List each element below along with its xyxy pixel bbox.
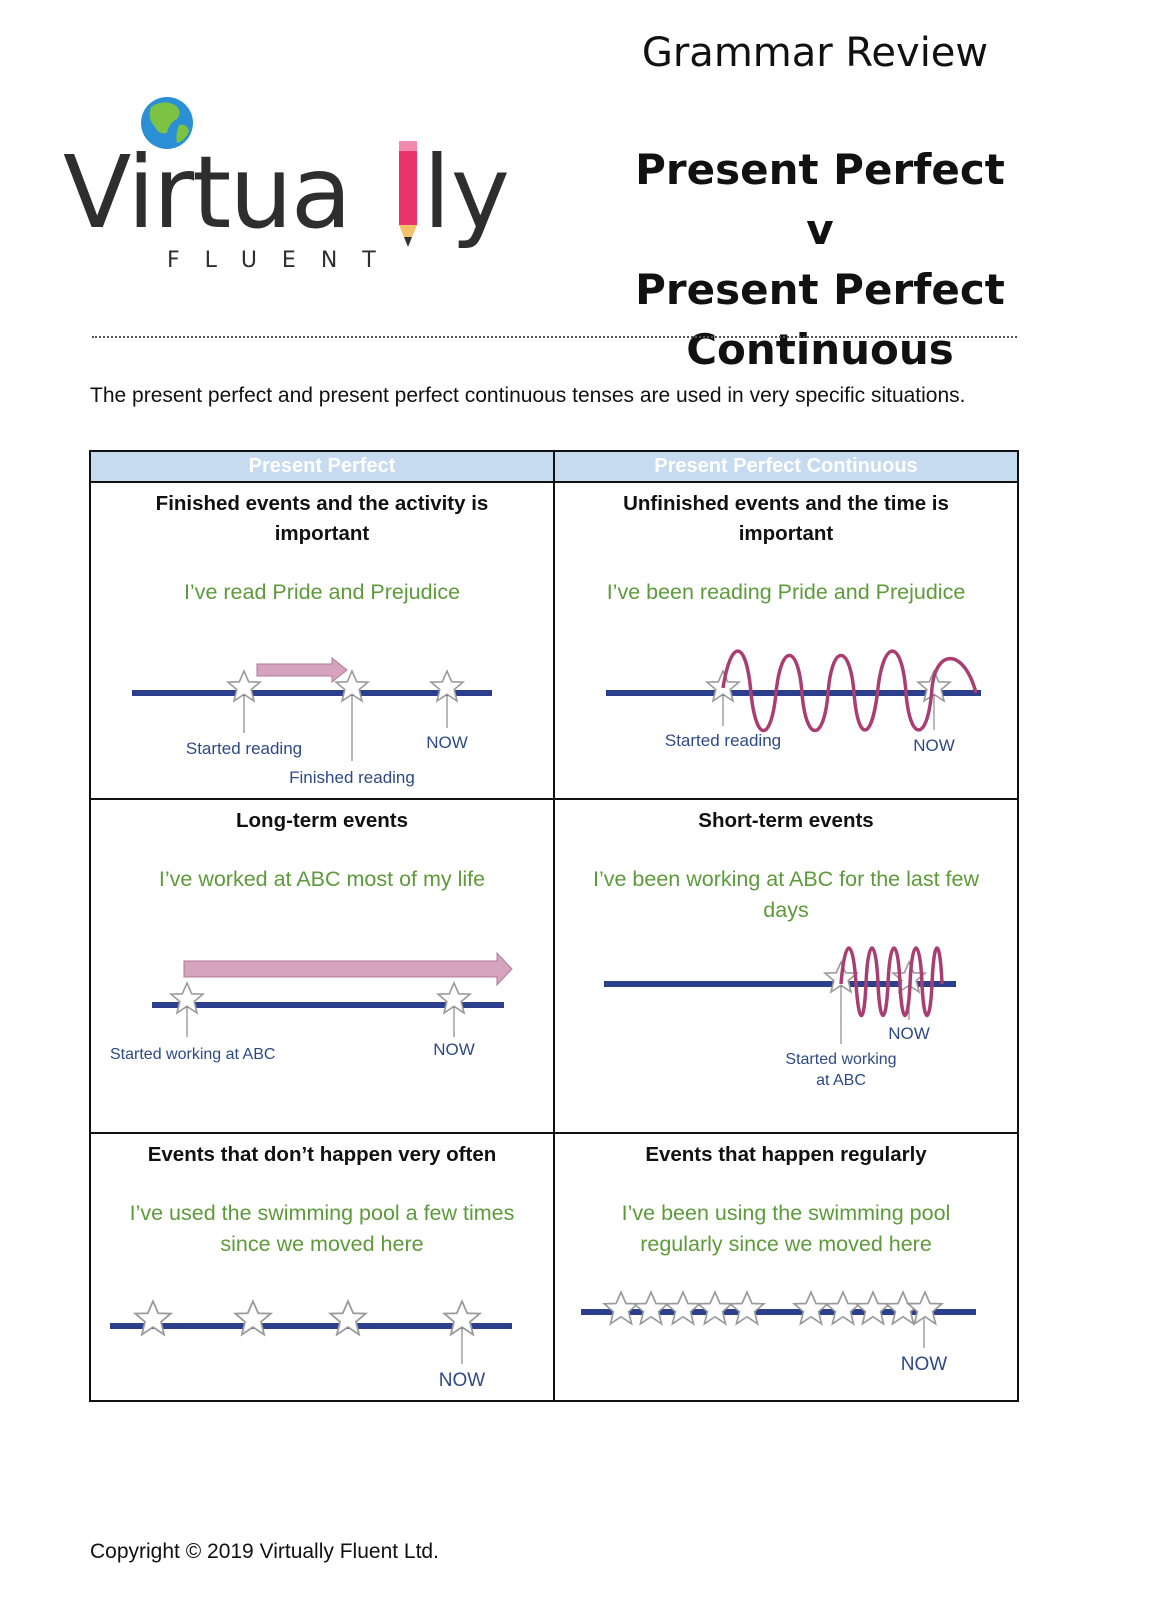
cell-title: Events that don’t happen very often	[147, 1143, 497, 1166]
example-sentence: I’ve read Pride and Prejudice	[183, 580, 461, 604]
cell-long-term-events	[90, 799, 554, 1133]
star-icon	[826, 1292, 860, 1324]
timeline-diagram-long-term	[102, 895, 542, 1105]
column-header-present-perfect-continuous: Present Perfect Continuous	[554, 451, 1018, 482]
timeline-diagram-infrequent	[102, 1260, 542, 1400]
cell-unfinished-events	[554, 482, 1018, 799]
label-started: Started reading	[664, 731, 782, 750]
table-row	[90, 1133, 1018, 1401]
cell-title: Short-term events	[698, 809, 874, 832]
cell-title: Events that happen regularly	[645, 1143, 927, 1166]
comparison-table	[89, 450, 1019, 1402]
arrow-icon	[257, 658, 347, 682]
heading-line-1: Present Perfect	[635, 145, 1005, 194]
label-now: NOW	[900, 1354, 948, 1375]
heading-line-3: Present Perfect Continuous	[635, 265, 1005, 374]
label-started-line2: at ABC	[816, 1072, 866, 1089]
arrow-icon	[184, 953, 512, 985]
column-header-present-perfect: Present Perfect	[90, 451, 554, 482]
star-icon	[666, 1292, 700, 1324]
cell-short-term-events	[554, 799, 1018, 1133]
svg-text:Virtua: Virtua	[63, 134, 350, 251]
cell-title: Long-term events	[236, 809, 408, 832]
label-now: NOW	[913, 736, 955, 755]
example-sentence: I’ve been working at ABC for the last few days	[592, 867, 979, 922]
cell-infrequent-events	[90, 1133, 554, 1401]
copyright-footer: Copyright © 2019 Virtually Fluent Ltd.	[90, 1540, 439, 1563]
svg-text:FLUENT: FLUENT	[167, 248, 401, 273]
timeline-diagram-short-term	[566, 926, 1006, 1106]
virtually-fluent-logo	[55, 85, 515, 285]
star-icon	[330, 1301, 366, 1334]
label-now: NOW	[433, 1040, 475, 1059]
cell-title: Unfinished events and the time is important	[623, 492, 949, 545]
star-icon	[730, 1292, 764, 1324]
svg-text:ly: ly	[423, 134, 510, 251]
example-sentence: I’ve used the swimming pool a few times since we moved here	[129, 1201, 515, 1256]
label-started-line1: Started working	[785, 1051, 897, 1068]
dotted-divider	[92, 336, 1017, 338]
pencil-icon	[399, 141, 417, 247]
timeline-diagram-finished	[102, 608, 542, 798]
cell-title: Finished events and the activity is important	[155, 492, 489, 545]
cell-finished-events	[90, 482, 554, 799]
example-sentence: I’ve worked at ABC most of my life	[158, 867, 486, 891]
star-icon	[856, 1292, 890, 1324]
star-icon	[604, 1292, 638, 1324]
star-icon	[634, 1292, 668, 1324]
star-icon	[698, 1292, 732, 1324]
label-now: NOW	[426, 733, 468, 752]
timeline-diagram-regular	[566, 1260, 1006, 1400]
table-row	[90, 482, 1018, 799]
example-sentence: I’ve been reading Pride and Prejudice	[606, 580, 966, 604]
example-sentence: I’ve been using the swimming pool regularly since we moved here	[621, 1201, 951, 1256]
heading-line-2: v	[806, 205, 834, 254]
label-finished: Finished reading	[289, 768, 415, 787]
table-row	[90, 799, 1018, 1133]
table-header-row	[90, 451, 1018, 482]
intro-text: The present perfect and present perfect continuous tenses are used in very specific situations.	[90, 384, 966, 407]
cell-regular-events	[554, 1133, 1018, 1401]
star-icon	[135, 1301, 171, 1334]
label-now: NOW	[438, 1370, 486, 1391]
label-started: Started reading	[185, 739, 303, 758]
star-icon	[235, 1301, 271, 1334]
star-icon	[794, 1292, 828, 1324]
label-started: Started working at ABC	[110, 1046, 276, 1063]
timeline-diagram-unfinished	[566, 608, 1006, 798]
label-now: NOW	[888, 1024, 930, 1043]
page-title: Grammar Review	[641, 30, 989, 76]
worksheet-heading	[520, 140, 1120, 380]
